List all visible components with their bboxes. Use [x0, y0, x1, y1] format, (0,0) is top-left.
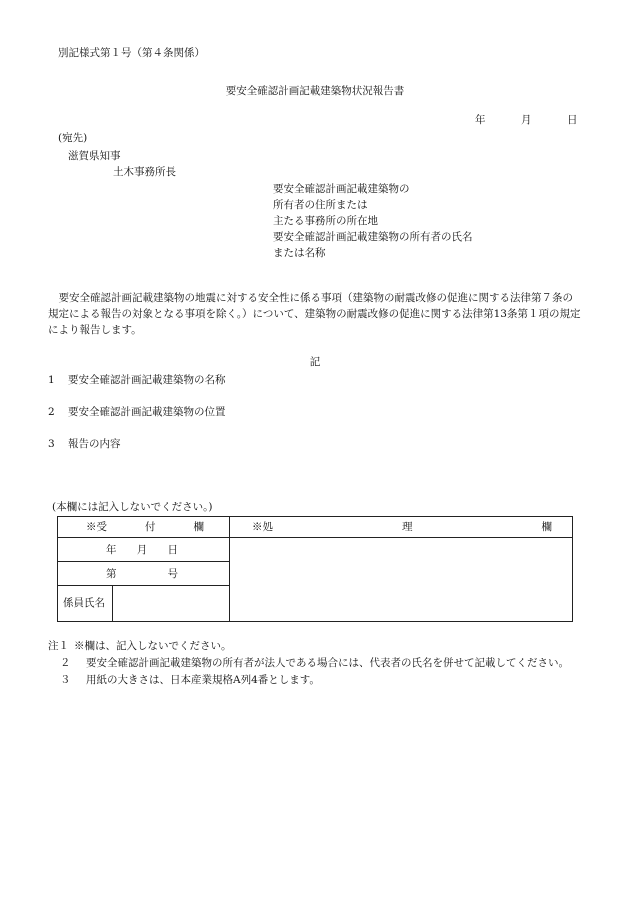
year-label: 年 [475, 114, 486, 126]
item-building-location [48, 405, 226, 419]
item-report-content [48, 437, 121, 451]
processing-header-part: ※処 [252, 521, 273, 533]
table-header-rule [58, 537, 572, 538]
table-row-rule [58, 561, 229, 562]
body-line: 規定による報告の対象となる事項を除く。）について、建築物の耐震改修の促進に関する法律第13条第１項の規定 [48, 308, 581, 320]
applicant-line: 要安全確認計画記載建築物の [273, 183, 410, 195]
reception-number-prefix: 第 [106, 568, 117, 580]
applicant-line: または名称 [273, 247, 326, 259]
table-row-rule [58, 585, 229, 586]
addressee-office: 土木事務所長 [113, 166, 176, 178]
staff-divider [112, 585, 113, 621]
note-line [48, 638, 569, 655]
table-divider [229, 517, 230, 621]
item-text: 要安全確認計画記載建築物の名称 [68, 374, 226, 386]
note-number: 注１ [48, 640, 69, 652]
processing-header [252, 520, 552, 534]
applicant-line: 所有者の住所または [273, 199, 368, 211]
body-line: により報告します。 [48, 324, 142, 336]
note-text: 要安全確認計画記載建築物の所有者が法人である場合には、代表者の氏名を併せて記載してください。 [86, 657, 569, 669]
item-number: 1 [48, 374, 55, 386]
form-id: 別記様式第１号（第４条関係） [58, 47, 205, 59]
item-text: 要安全確認計画記載建築物の位置 [68, 406, 226, 418]
reception-month: 月 [136, 544, 148, 556]
addressee-governor: 滋賀県知事 [68, 150, 121, 162]
notes-block [48, 638, 569, 689]
month-label: 月 [521, 114, 532, 126]
document-title: 要安全確認計画記載建築物状況報告書 [225, 85, 405, 97]
reception-day: 日 [167, 544, 178, 556]
office-use-note: (本欄には記入しないでください。) [52, 501, 213, 513]
applicant-line: 要安全確認計画記載建築物の所有者の氏名 [273, 231, 473, 243]
reception-header-part: 付 [145, 521, 156, 533]
note-text: 用紙の大きさは、日本産業規格A列4番とします。 [86, 674, 320, 686]
report-body [48, 290, 588, 338]
date-line [475, 113, 578, 127]
reception-number-suffix: 号 [167, 568, 178, 580]
reception-header-part: ※受 [86, 521, 107, 533]
reception-number-row [106, 567, 178, 581]
item-text: 報告の内容 [68, 438, 121, 450]
reception-year: 年 [106, 544, 117, 556]
processing-header-part: 理 [402, 521, 413, 533]
processing-header-part: 欄 [541, 521, 552, 533]
addressee-label: (宛先) [58, 132, 88, 144]
reception-header-part: 欄 [193, 521, 204, 533]
note-text: ※欄は、記入しないでください。 [74, 640, 232, 652]
item-number: 2 [48, 406, 55, 418]
item-building-name [48, 373, 226, 387]
applicant-line: 主たる事務所の所在地 [273, 215, 378, 227]
reception-header [86, 520, 204, 534]
applicant-block [273, 181, 473, 261]
reception-date-row [106, 543, 178, 557]
office-use-table [57, 516, 573, 622]
note-number: ３ [60, 674, 71, 686]
item-number: 3 [48, 438, 55, 450]
note-line [48, 672, 569, 689]
day-label: 日 [567, 114, 578, 126]
staff-name-label: 係員氏名 [63, 597, 105, 609]
note-number: ２ [60, 657, 71, 669]
note-line [48, 655, 569, 672]
ki-heading: 記 [309, 356, 321, 368]
body-line: 要安全確認計画記載建築物の地震に対する安全性に係る事項（建築物の耐震改修の促進に関する法律第７条の [58, 292, 573, 304]
